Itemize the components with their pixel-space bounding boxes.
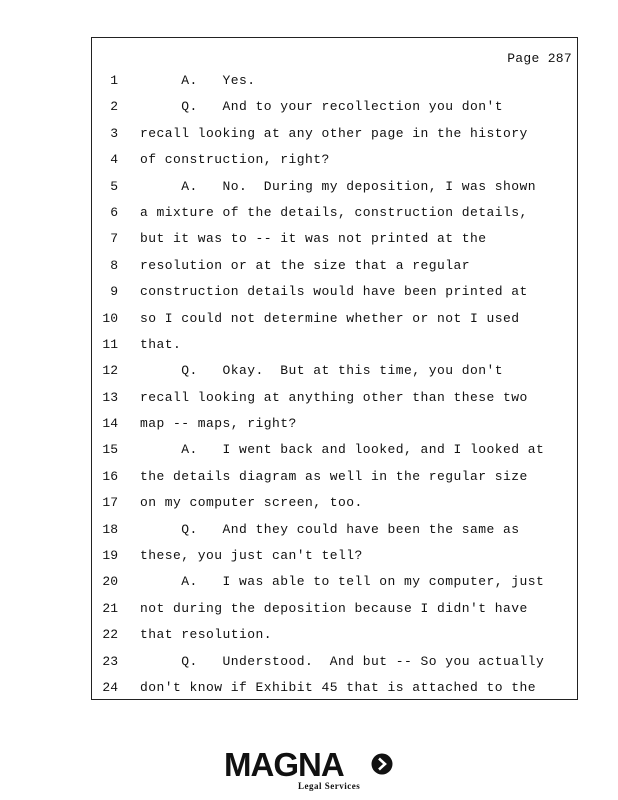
transcript-line — [92, 334, 577, 360]
transcript-line — [92, 387, 577, 413]
line-number: 18 — [102, 521, 118, 537]
line-number: 21 — [102, 600, 118, 616]
line-text: Q. Okay. But at this time, you don't — [140, 363, 504, 379]
transcript-line — [92, 228, 577, 254]
line-text: A. I was able to tell on my computer, just — [140, 574, 545, 590]
transcript-line — [92, 651, 577, 677]
line-number: 13 — [102, 389, 118, 405]
line-text: that resolution. — [140, 627, 273, 643]
transcript-line — [92, 123, 577, 149]
transcript-line — [92, 545, 577, 571]
transcript-line — [92, 598, 577, 624]
line-text: recall looking at any other page in the history — [140, 125, 528, 141]
line-text: a mixture of the details, construction details, — [140, 204, 528, 220]
transcript-line — [92, 255, 577, 281]
transcript-line — [92, 281, 577, 307]
transcript-line — [92, 308, 577, 334]
line-text: recall looking at anything other than these two — [140, 389, 528, 405]
line-number: 24 — [102, 679, 118, 695]
line-number: 10 — [102, 310, 118, 326]
line-number: 22 — [102, 627, 118, 643]
transcript-line — [92, 176, 577, 202]
line-number: 17 — [102, 495, 118, 511]
line-text: the details diagram as well in the regular size — [140, 468, 528, 484]
line-text: not during the deposition because I didn't have — [140, 600, 528, 616]
transcript-line — [92, 466, 577, 492]
transcript-lines — [92, 70, 577, 703]
line-text: map -- maps, right? — [140, 416, 297, 432]
transcript-line — [92, 571, 577, 597]
transcript-line — [92, 519, 577, 545]
line-text: Q. Understood. And but -- So you actually — [140, 653, 545, 669]
transcript-line — [92, 624, 577, 650]
transcript-line — [92, 677, 577, 703]
line-number: 19 — [102, 548, 118, 564]
line-text: A. No. During my deposition, I was shown — [140, 178, 537, 194]
line-text: these, you just can't tell? — [140, 548, 363, 564]
line-text: on my computer screen, too. — [140, 495, 363, 511]
line-number: 7 — [110, 231, 118, 247]
line-text: so I could not determine whether or not I used — [140, 310, 520, 326]
line-number: 16 — [102, 468, 118, 484]
line-text: A. Yes. — [140, 73, 256, 88]
line-text: Q. And to your recollection you don't — [140, 99, 504, 115]
line-number: 23 — [102, 653, 118, 669]
line-number: 20 — [102, 574, 118, 590]
line-number: 6 — [110, 204, 118, 220]
line-text: don't know if Exhibit 45 that is attached to the — [140, 679, 537, 695]
line-text: resolution or at the size that a regular — [140, 257, 471, 273]
chevron-right-circle-icon — [371, 753, 393, 775]
line-text: of construction, right? — [140, 152, 330, 168]
transcript-line — [92, 413, 577, 439]
transcript-line — [92, 202, 577, 228]
line-number: 15 — [102, 442, 118, 458]
line-number: 12 — [102, 363, 118, 379]
page-number: Page 287 — [507, 51, 572, 66]
line-number: 5 — [110, 178, 118, 194]
transcript-line — [92, 360, 577, 386]
line-text: that. — [140, 336, 182, 352]
line-text: A. I went back and looked, and I looked at — [140, 442, 545, 458]
transcript-line — [92, 96, 577, 122]
line-number: 1 — [110, 73, 118, 88]
logo-subtitle: Legal Services — [298, 781, 361, 791]
transcript-line — [92, 492, 577, 518]
logo-wordmark: MAGNA — [224, 746, 344, 783]
line-number: 11 — [102, 336, 118, 352]
line-number: 3 — [110, 125, 118, 141]
transcript-line — [92, 70, 577, 96]
line-number: 8 — [110, 257, 118, 273]
transcript-page — [91, 37, 578, 700]
line-number: 4 — [110, 152, 118, 168]
magna-logo — [224, 748, 396, 792]
line-number: 14 — [102, 416, 118, 432]
line-text: construction details would have been printed at — [140, 284, 528, 300]
transcript-line — [92, 439, 577, 465]
line-text: but it was to -- it was not printed at the — [140, 231, 487, 247]
line-text: Q. And they could have been the same as — [140, 521, 520, 537]
transcript-line — [92, 149, 577, 175]
line-number: 9 — [110, 284, 118, 300]
line-number: 2 — [110, 99, 118, 115]
